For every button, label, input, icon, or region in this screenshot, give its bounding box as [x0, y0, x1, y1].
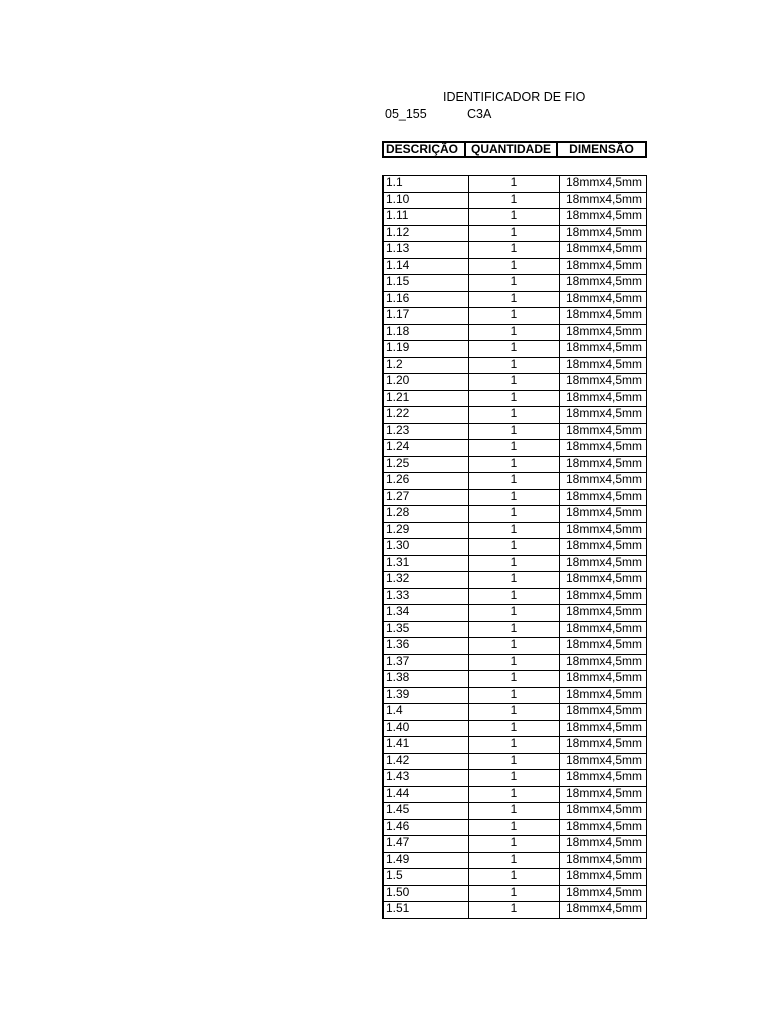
table-row — [383, 192, 647, 209]
cell-descricao: 1.4 — [383, 704, 469, 721]
cell-dimensao: 18mmx4,5mm — [560, 819, 647, 836]
document-title: IDENTIFICADOR DE FIO — [443, 90, 586, 104]
cell-dimensao: 18mmx4,5mm — [560, 671, 647, 688]
cell-quantidade: 1 — [469, 638, 560, 655]
table-row — [383, 291, 647, 308]
table-row — [383, 720, 647, 737]
table-row — [383, 489, 647, 506]
cell-dimensao: 18mmx4,5mm — [560, 539, 647, 556]
cell-dimensao: 18mmx4,5mm — [560, 704, 647, 721]
cell-quantidade: 1 — [469, 852, 560, 869]
cell-descricao: 1.14 — [383, 258, 469, 275]
table-row — [383, 324, 647, 341]
table-row — [383, 506, 647, 523]
table-row — [383, 522, 647, 539]
cell-descricao: 1.29 — [383, 522, 469, 539]
table-row — [383, 638, 647, 655]
table-row — [383, 357, 647, 374]
cell-descricao: 1.46 — [383, 819, 469, 836]
cell-descricao: 1.20 — [383, 374, 469, 391]
cell-dimensao: 18mmx4,5mm — [560, 473, 647, 490]
table-header — [382, 141, 647, 158]
cell-descricao: 1.39 — [383, 687, 469, 704]
cell-quantidade: 1 — [469, 357, 560, 374]
cell-dimensao: 18mmx4,5mm — [560, 770, 647, 787]
cell-quantidade: 1 — [469, 440, 560, 457]
cell-dimensao: 18mmx4,5mm — [560, 324, 647, 341]
cell-descricao: 1.31 — [383, 555, 469, 572]
cell-dimensao: 18mmx4,5mm — [560, 605, 647, 622]
cell-quantidade: 1 — [469, 836, 560, 853]
cell-quantidade: 1 — [469, 522, 560, 539]
cell-dimensao: 18mmx4,5mm — [560, 258, 647, 275]
header-dimensao: DIMENSÃO — [569, 143, 634, 156]
cell-descricao: 1.50 — [383, 885, 469, 902]
cell-quantidade: 1 — [469, 291, 560, 308]
table-row — [383, 671, 647, 688]
table-row — [383, 753, 647, 770]
cell-quantidade: 1 — [469, 671, 560, 688]
cell-quantidade: 1 — [469, 737, 560, 754]
cell-dimensao: 18mmx4,5mm — [560, 440, 647, 457]
table-row — [383, 819, 647, 836]
table-row — [383, 423, 647, 440]
cell-descricao: 1.49 — [383, 852, 469, 869]
items-table-body — [383, 176, 647, 919]
cell-quantidade: 1 — [469, 869, 560, 886]
table-row — [383, 390, 647, 407]
cell-dimensao: 18mmx4,5mm — [560, 737, 647, 754]
cell-dimensao: 18mmx4,5mm — [560, 225, 647, 242]
cell-descricao: 1.22 — [383, 407, 469, 424]
cell-dimensao: 18mmx4,5mm — [560, 407, 647, 424]
table-row — [383, 654, 647, 671]
table-row — [383, 869, 647, 886]
cell-descricao: 1.33 — [383, 588, 469, 605]
cell-descricao: 1.27 — [383, 489, 469, 506]
cell-dimensao: 18mmx4,5mm — [560, 654, 647, 671]
cell-descricao: 1.37 — [383, 654, 469, 671]
table-row — [383, 621, 647, 638]
cell-descricao: 1.32 — [383, 572, 469, 589]
cell-quantidade: 1 — [469, 885, 560, 902]
cell-quantidade: 1 — [469, 819, 560, 836]
table-row — [383, 555, 647, 572]
cell-descricao: 1.16 — [383, 291, 469, 308]
cell-dimensao: 18mmx4,5mm — [560, 423, 647, 440]
cell-dimensao: 18mmx4,5mm — [560, 555, 647, 572]
cell-dimensao: 18mmx4,5mm — [560, 786, 647, 803]
table-row — [383, 176, 647, 193]
cell-descricao: 1.25 — [383, 456, 469, 473]
cell-dimensao: 18mmx4,5mm — [560, 687, 647, 704]
cell-dimensao: 18mmx4,5mm — [560, 852, 647, 869]
cell-dimensao: 18mmx4,5mm — [560, 341, 647, 358]
cell-descricao: 1.12 — [383, 225, 469, 242]
cell-descricao: 1.30 — [383, 539, 469, 556]
cell-dimensao: 18mmx4,5mm — [560, 720, 647, 737]
cell-dimensao: 18mmx4,5mm — [560, 869, 647, 886]
table-row — [383, 572, 647, 589]
cell-dimensao: 18mmx4,5mm — [560, 588, 647, 605]
cell-quantidade: 1 — [469, 275, 560, 292]
cell-dimensao: 18mmx4,5mm — [560, 506, 647, 523]
table-row — [383, 308, 647, 325]
cell-dimensao: 18mmx4,5mm — [560, 308, 647, 325]
cell-quantidade: 1 — [469, 192, 560, 209]
cell-descricao: 1.5 — [383, 869, 469, 886]
cell-descricao: 1.47 — [383, 836, 469, 853]
cell-dimensao: 18mmx4,5mm — [560, 522, 647, 539]
header-descricao: DESCRIÇÃO — [384, 143, 466, 156]
cell-dimensao: 18mmx4,5mm — [560, 902, 647, 919]
table-row — [383, 902, 647, 919]
cell-dimensao: 18mmx4,5mm — [560, 176, 647, 193]
table-row — [383, 770, 647, 787]
cell-dimensao: 18mmx4,5mm — [560, 572, 647, 589]
cell-dimensao: 18mmx4,5mm — [560, 390, 647, 407]
cell-dimensao: 18mmx4,5mm — [560, 242, 647, 259]
cell-descricao: 1.2 — [383, 357, 469, 374]
cell-descricao: 1.40 — [383, 720, 469, 737]
cell-quantidade: 1 — [469, 390, 560, 407]
cell-descricao: 1.21 — [383, 390, 469, 407]
cell-descricao: 1.42 — [383, 753, 469, 770]
header-quantidade: QUANTIDADE — [466, 143, 558, 156]
cell-dimensao: 18mmx4,5mm — [560, 192, 647, 209]
cell-dimensao: 18mmx4,5mm — [560, 621, 647, 638]
cell-dimensao: 18mmx4,5mm — [560, 489, 647, 506]
cell-dimensao: 18mmx4,5mm — [560, 357, 647, 374]
cell-descricao: 1.35 — [383, 621, 469, 638]
cell-dimensao: 18mmx4,5mm — [560, 275, 647, 292]
table-row — [383, 225, 647, 242]
cell-descricao: 1.51 — [383, 902, 469, 919]
cell-quantidade: 1 — [469, 803, 560, 820]
table-row — [383, 209, 647, 226]
cell-quantidade: 1 — [469, 225, 560, 242]
cell-quantidade: 1 — [469, 687, 560, 704]
cell-descricao: 1.45 — [383, 803, 469, 820]
cell-quantidade: 1 — [469, 209, 560, 226]
cell-descricao: 1.19 — [383, 341, 469, 358]
cell-descricao: 1.43 — [383, 770, 469, 787]
cell-quantidade: 1 — [469, 473, 560, 490]
cell-quantidade: 1 — [469, 341, 560, 358]
table-row — [383, 456, 647, 473]
table-row — [383, 885, 647, 902]
cell-dimensao: 18mmx4,5mm — [560, 836, 647, 853]
table-row — [383, 836, 647, 853]
cell-quantidade: 1 — [469, 308, 560, 325]
table-row — [383, 737, 647, 754]
cell-quantidade: 1 — [469, 654, 560, 671]
cell-quantidade: 1 — [469, 621, 560, 638]
cell-quantidade: 1 — [469, 786, 560, 803]
cell-dimensao: 18mmx4,5mm — [560, 209, 647, 226]
cell-quantidade: 1 — [469, 902, 560, 919]
table-row — [383, 341, 647, 358]
cell-quantidade: 1 — [469, 539, 560, 556]
table-row — [383, 786, 647, 803]
table-row — [383, 440, 647, 457]
cell-quantidade: 1 — [469, 588, 560, 605]
cell-quantidade: 1 — [469, 324, 560, 341]
cell-quantidade: 1 — [469, 423, 560, 440]
cell-quantidade: 1 — [469, 720, 560, 737]
cell-dimensao: 18mmx4,5mm — [560, 638, 647, 655]
cell-dimensao: 18mmx4,5mm — [560, 456, 647, 473]
table-row — [383, 374, 647, 391]
cell-quantidade: 1 — [469, 506, 560, 523]
cell-descricao: 1.26 — [383, 473, 469, 490]
cell-descricao: 1.13 — [383, 242, 469, 259]
cell-descricao: 1.18 — [383, 324, 469, 341]
document-subcode: C3A — [467, 107, 492, 121]
cell-quantidade: 1 — [469, 489, 560, 506]
table-row — [383, 704, 647, 721]
cell-quantidade: 1 — [469, 456, 560, 473]
cell-quantidade: 1 — [469, 770, 560, 787]
table-row — [383, 852, 647, 869]
cell-quantidade: 1 — [469, 572, 560, 589]
cell-descricao: 1.28 — [383, 506, 469, 523]
cell-dimensao: 18mmx4,5mm — [560, 291, 647, 308]
cell-descricao: 1.15 — [383, 275, 469, 292]
cell-quantidade: 1 — [469, 555, 560, 572]
cell-descricao: 1.17 — [383, 308, 469, 325]
cell-descricao: 1.1 — [383, 176, 469, 193]
cell-dimensao: 18mmx4,5mm — [560, 885, 647, 902]
table-row — [383, 258, 647, 275]
cell-descricao: 1.36 — [383, 638, 469, 655]
cell-quantidade: 1 — [469, 374, 560, 391]
table-row — [383, 407, 647, 424]
cell-quantidade: 1 — [469, 258, 560, 275]
table-row — [383, 605, 647, 622]
cell-quantidade: 1 — [469, 753, 560, 770]
cell-dimensao: 18mmx4,5mm — [560, 803, 647, 820]
cell-descricao: 1.24 — [383, 440, 469, 457]
items-table — [382, 175, 647, 919]
cell-dimensao: 18mmx4,5mm — [560, 753, 647, 770]
cell-quantidade: 1 — [469, 176, 560, 193]
table-row — [383, 588, 647, 605]
cell-quantidade: 1 — [469, 704, 560, 721]
cell-descricao: 1.34 — [383, 605, 469, 622]
cell-descricao: 1.38 — [383, 671, 469, 688]
cell-quantidade: 1 — [469, 605, 560, 622]
table-row — [383, 687, 647, 704]
cell-descricao: 1.44 — [383, 786, 469, 803]
cell-descricao: 1.10 — [383, 192, 469, 209]
table-row — [383, 539, 647, 556]
document-code: 05_155 — [385, 107, 427, 121]
cell-dimensao: 18mmx4,5mm — [560, 374, 647, 391]
table-row — [383, 803, 647, 820]
cell-descricao: 1.41 — [383, 737, 469, 754]
cell-descricao: 1.11 — [383, 209, 469, 226]
table-row — [383, 275, 647, 292]
table-row — [383, 242, 647, 259]
cell-quantidade: 1 — [469, 242, 560, 259]
table-row — [383, 473, 647, 490]
cell-quantidade: 1 — [469, 407, 560, 424]
cell-descricao: 1.23 — [383, 423, 469, 440]
